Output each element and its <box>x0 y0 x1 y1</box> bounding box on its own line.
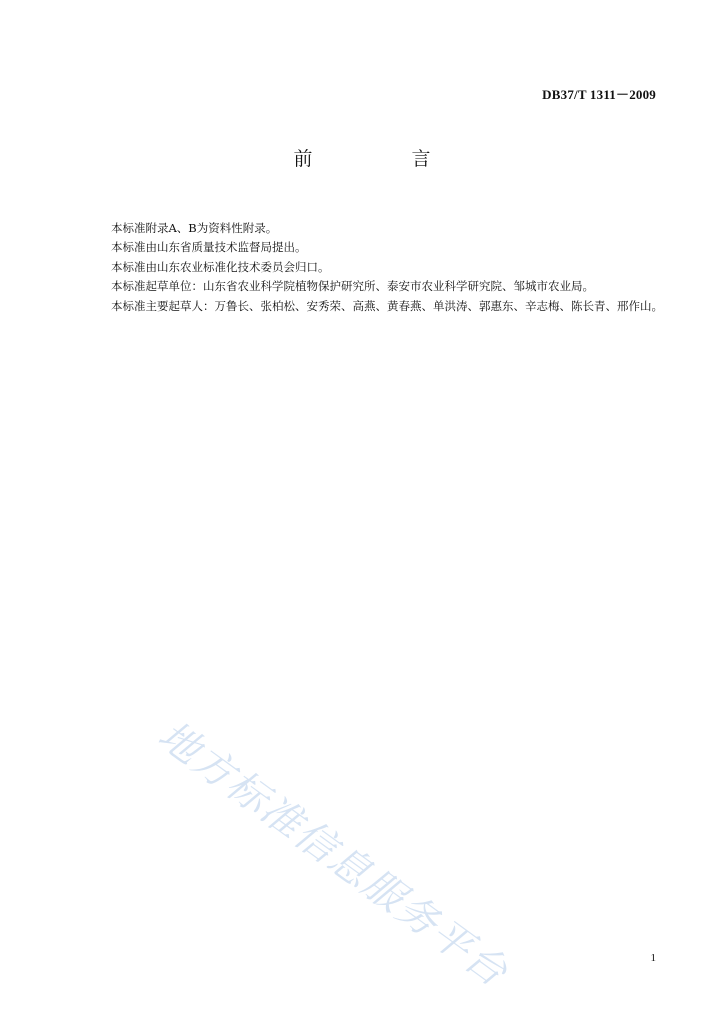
paragraph-drafters: 本标准主要起草人：万鲁长、张柏松、安秀荣、高燕、黄春燕、单洪涛、郭惠东、辛志梅、陈长青、邢作山。 <box>111 298 663 313</box>
paragraph-proposer: 本标准由山东省质量技术监督局提出。 <box>111 240 307 255</box>
page-number: 1 <box>650 952 656 964</box>
page-title: 前 言 <box>293 148 471 170</box>
paragraph-committee: 本标准由山东农业标准化技术委员会归口。 <box>111 259 330 274</box>
paragraph-appendix: 本标准附录A、B为资料性附录。 <box>111 221 278 235</box>
paragraph-drafting-units: 本标准起草单位：山东省农业科学院植物保护研究所、泰安市农业科学研究院、邹城市农业局。 <box>111 279 594 294</box>
foreword-body <box>88 219 666 316</box>
document-code: DB37/T 1311－2009 <box>542 87 656 102</box>
watermark: 地方标准信息服务平台 <box>149 712 517 997</box>
